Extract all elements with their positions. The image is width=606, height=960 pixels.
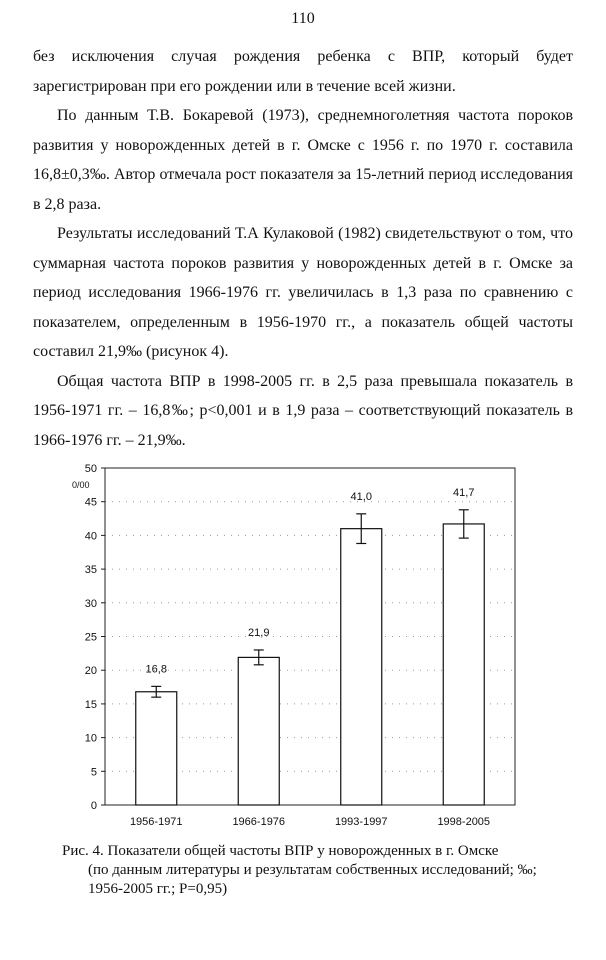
bar [238,657,279,805]
figure-caption [62,842,562,899]
chart-svg [60,460,530,840]
paragraph-3: Результаты исследований Т.А Кулаковой (1982) свидетельствуют о том, что суммарная частота пороков развития у новорожденных детей в г. Омске за период исследования 1966-1976 гг. увеличилась в 1,3 раза по сравнению с показателем, определенным в 1956-1970 гг., а показатель общей частоты составил 21,9‰ (рисунок 4). [33,225,573,360]
y-tick-label: 30 [84,597,97,610]
paragraph-1: без исключения случая рождения ребенка с ВПР, который будет зарегистрирован при его рождении или в течение всей жизни. [33,48,573,95]
y-tick-label: 0 [90,800,97,812]
y-tick-label: 10 [84,732,97,745]
y-tick-label: 40 [84,530,97,543]
y-tick-label: 35 [84,564,97,577]
caption-label: Рис. 4. [62,843,104,859]
x-tick-label: 1966-1976 [232,816,286,828]
caption-title: Показатели общей частоты ВПР у новорожденных в г. Омске [107,843,499,859]
bar-chart [60,460,530,840]
page-number: 110 [291,10,315,27]
data-label: 21,9 [248,626,270,639]
bar [341,529,382,805]
y-tick-label: 20 [84,665,97,678]
caption-line-2: (по данным литературы и результатам собственных исследований; ‰; [88,862,537,878]
data-label: 41,7 [453,486,475,499]
x-tick-label: 1998-2005 [437,816,491,828]
caption-line-3: 1956-2005 гг.; P=0,95) [88,881,228,897]
y-tick-label: 50 [84,463,97,475]
y-tick-label: 15 [84,698,97,711]
bar [136,692,177,805]
x-tick-label: 1956-1971 [129,816,183,828]
x-tick-label: 1993-1997 [334,816,388,828]
y-unit-label: 0/00 [72,480,90,490]
bar [443,524,484,805]
paragraph-4: Общая частота ВПР в 1998-2005 гг. в 2,5 раза превышала показатель в 1956-1971 гг. – 16,8‰; p<0,001 и в 1,9 раза – соответствующий показатель в 1966-1976 гг. – 21,9‰. [33,372,573,449]
paragraph-2: По данным Т.В. Бокаревой (1973), среднемноголетняя частота пороков развития у новорожденных детей в г. Омске с 1956 г. по 1970 г. составила 16,8±0,3‰. Автор отмечала рост показателя за 15-летний период исследования в 2,8 раза. [33,107,573,213]
y-tick-label: 45 [84,496,97,509]
caption-line-1 [62,842,562,861]
y-tick-label: 25 [84,631,97,644]
y-tick-label: 5 [90,766,97,779]
data-label: 16,8 [145,663,167,676]
body-text [33,42,573,455]
data-label: 41,0 [350,490,372,503]
